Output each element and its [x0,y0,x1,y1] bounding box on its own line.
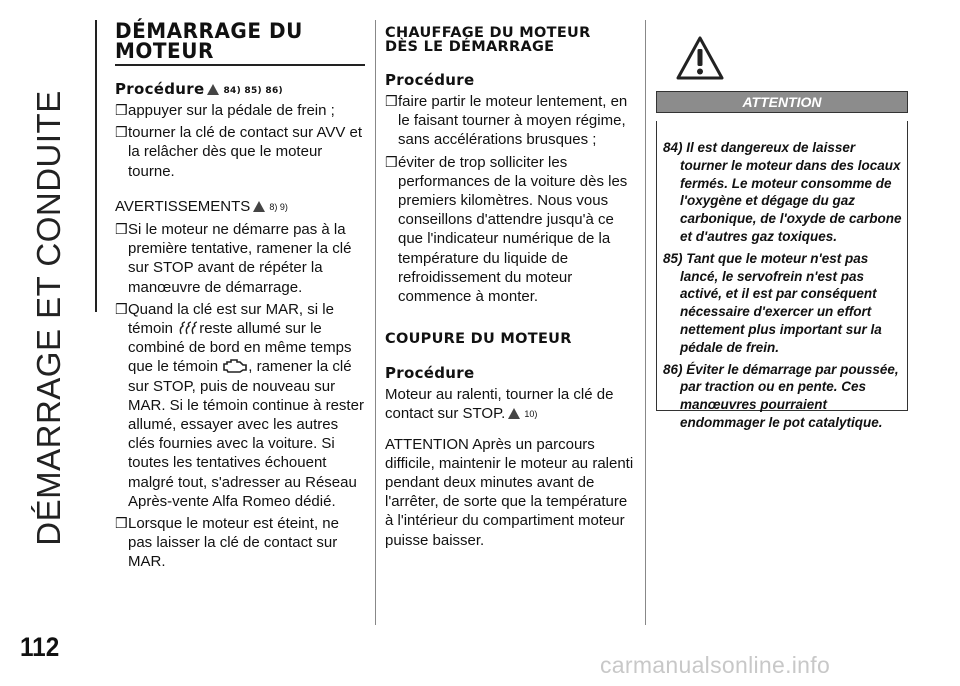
warning-triangle-icon [676,36,724,80]
column-divider [645,20,646,625]
section-rule [115,64,365,66]
section-title-starting: DÉMARRAGE DU MOTEUR [115,17,303,64]
warning-triangle-icon [508,408,520,419]
list-item: ❒Quand la clé est sur MAR, si le témoin reste allumé sur le combiné de bord en même temps que le témoin , ramener la clé sur STOP, puis de nouveau sur MAR. Si le témoin continue à rester allumé, essayer avec les autres clés fournies avec la voiture. Si toutes les tentatives échouent malgré tout, s'adresser au Réseau Après-vente Alfa Romeo dédié. [115,300,364,510]
list-item: ❒Si le moteur ne démarre pas à la première tentative, ramener la clé sur STOP avant de répéter la manœuvre de démarrage. [115,221,352,296]
chapter-title-text: DÉMARRAGE ET CONDUITE [30,90,67,546]
preheat-icon [177,320,199,336]
column-divider [375,20,376,625]
procedure-heading: Procédure 84) 85) 86) [115,80,283,98]
engine-warning-icon [222,358,248,374]
list-item: ❒éviter de trop solliciter les performances de la voiture dès les premiers kilomètres. Nous vous conseillons d'attendre jusqu'à ce que l'indicateur numérique de la température du liquide de refroidissement du moteur commence à monter. [385,153,628,306]
attention-item: 84) Il est dangereux de laisser tourner le moteur dans des locaux fermés. Le moteur consomme de l'oxygène et dégage du gaz carbonique, de l'oxyde de carbone et d'autres gaz toxiques. [663,140,902,244]
column-warmup-and-stop [385,20,635,550]
page-number: 112 [20,632,60,662]
list-item: ❒Lorsque le moteur est éteint, ne pas laisser la clé de contact sur MAR. [115,515,339,571]
chapter-rule [95,20,97,312]
column-starting-engine [115,17,365,572]
procedure-heading: Procédure [385,71,475,89]
stop-attention-text: ATTENTION Après un parcours difficile, maintenir le moteur au ralenti pendant deux minutes avant de l'arrêter, de sorte que la température à l'intérieur du compartiment moteur puisse baisser. [385,435,634,549]
attention-label: ATTENTION [656,91,908,113]
warnings-heading: AVERTISSEMENTS 8) 9) [115,197,288,215]
column-attention [656,20,908,430]
list-item: ❒appuyer sur la pédale de frein ; [115,102,335,119]
list-item: ❒faire partir le moteur lentement, en le faisant tourner à moyen régime, sans accélérations brusques ; [385,93,628,149]
attention-box [656,121,908,430]
section-title-stop: COUPURE DU MOTEUR [385,331,572,348]
watermark: carmanualsonline.info [600,652,831,678]
procedure-heading: Procédure [385,364,475,383]
list-item: ❒tourner la clé de contact sur AVV et la relâcher dès que le moteur tourne. [115,124,363,180]
warning-triangle-icon [253,201,265,212]
attention-item: 86) Éviter le démarrage par poussée, par traction ou en pente. Ces manœuvres pourraient endommager le pot catalytique. [663,361,899,430]
stop-instruction: Moteur au ralenti, tourner la clé de contact sur STOP. 10) [385,386,614,423]
warning-triangle-icon [207,84,219,95]
attention-item: 85) Tant que le moteur n'est pas lancé, le servofrein n'est pas activé, et il est par conséquent nécessaire d'exercer un effort nettement plus important sur la pédale de frein. [663,250,882,355]
section-title-warmup: CHAUFFAGE DU MOTEUR DÈS LE DÉMARRAGE [385,25,591,55]
